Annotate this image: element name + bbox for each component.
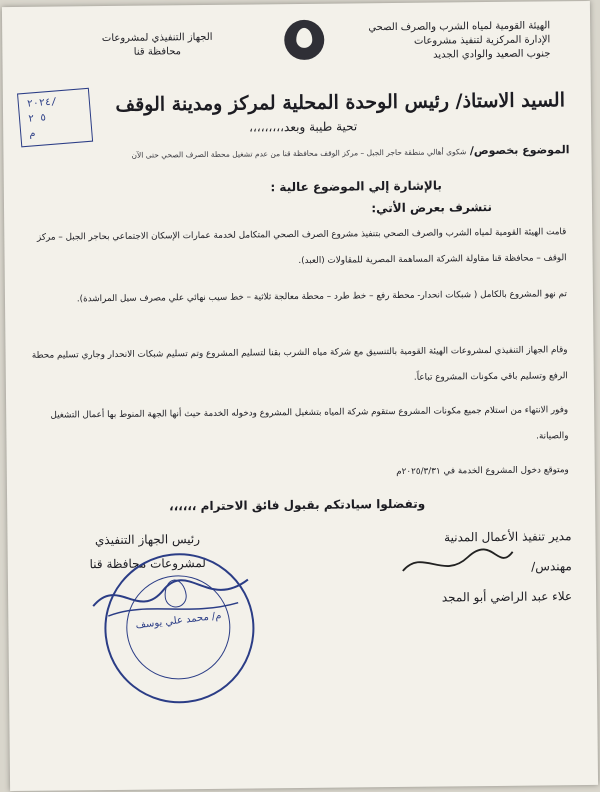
registration-stamp bbox=[17, 88, 93, 148]
header-left-line: الجهاز التنفيذي لمشروعات bbox=[101, 31, 213, 45]
header-right-org bbox=[320, 19, 550, 63]
header-right-line: جنوب الصعيد والوادي الجديد bbox=[433, 48, 551, 61]
header-right-line: الإدارة المركزية لتنفيذ مشروعات bbox=[413, 34, 551, 47]
water-authority-logo-icon bbox=[284, 20, 324, 60]
subject-label: الموضوع بخصوص/ bbox=[469, 143, 570, 158]
reg-stamp-line: ٢٠٢٤/ bbox=[26, 96, 58, 110]
letter-page bbox=[2, 1, 598, 791]
header-right-line: الهيئة القومية لمياه الشرب والصرف الصحي bbox=[368, 20, 551, 34]
header-left-org bbox=[62, 30, 252, 60]
left-signature-title: رئيس الجهاز التنفيذي bbox=[94, 532, 201, 548]
reference-line: بالإشارة إلي الموضوع عالية : bbox=[270, 178, 442, 195]
body-paragraph: تم نهو المشروع بالكامل ( شبكات انحدار- محطة رفع – خط طرد – محطة معالجة ثلاثية – خط سيب نهائي علي مصرف سيل المراشدة). bbox=[76, 289, 568, 305]
honor-line: نتشرف بعرض الأتي: bbox=[371, 199, 493, 216]
subject-line bbox=[9, 143, 569, 162]
reg-stamp-line: م bbox=[28, 128, 36, 140]
body-paragraph: وقام الجهاز التنفيذي لمشروعات الهيئة القومية بالتنسيق مع شركة مياه الشرب بقنا لتسليم المشروع وتم تسليم شبكات الانحدار وجاري تسليم محطة الرفع وتسليم باقي مكونات المشروع تباعاً. bbox=[31, 345, 568, 383]
addressee-heading: السيد الاستاذ/ رئيس الوحدة المحلية لمركز ومدينة الوقف bbox=[115, 89, 566, 116]
body-paragraph: قامت الهيئة القومية لمياه الشرب والصرف الصحي بتنفيذ مشروع الصرف الصحي المتكامل لخدمة عمارات الإسكان الاجتماعي بحاجر الجبل – مركز الوقف – محافظة قنا مقاولة الشركة المساهمة المصرية للمقاولات (العبد). bbox=[36, 227, 567, 267]
greeting-line: تحية طيبة وبعد،،،،،،،،، bbox=[249, 119, 358, 135]
subject-text: شكوى أهالي منطقة حاجر الجبل – مركز الوقف محافظة قنا من عدم تشغيل محطة الصرف الصحي حتى الآن bbox=[131, 147, 467, 160]
header-left-line: محافظة قنا bbox=[133, 46, 182, 58]
closing-line: وتفضلوا سيادتكم بقبول فائق الاحترام ،،،،،، bbox=[169, 496, 426, 514]
right-signature-title: مدير تنفيذ الأعمال المدنية bbox=[444, 529, 572, 545]
stamp-signatory-name: م/ محمد علي يوسف bbox=[135, 610, 223, 632]
body-paragraph: ومتوقع دخول المشروع الخدمة في ٢٠٢٥/٣/٣١م bbox=[396, 465, 569, 477]
right-handwritten-signature bbox=[398, 542, 518, 583]
reg-stamp-line: ٥ ٢ bbox=[27, 112, 47, 125]
right-signature-name: علاء عبد الراضي أبو المجد bbox=[441, 589, 573, 605]
left-handwritten-signature bbox=[88, 564, 259, 626]
right-signature-prefix: مهندس/ bbox=[531, 559, 572, 574]
body-paragraph: وفور الانتهاء من استلام جميع مكونات المشروع ستقوم شركة المياه بتشغيل المشروع ودخوله الخدمة حيث أنها الجهة المنوط بها أعمال التشغيل والصيانة. bbox=[50, 405, 569, 442]
left-signature-title: لمشروعات محافظة قنا bbox=[89, 555, 206, 572]
